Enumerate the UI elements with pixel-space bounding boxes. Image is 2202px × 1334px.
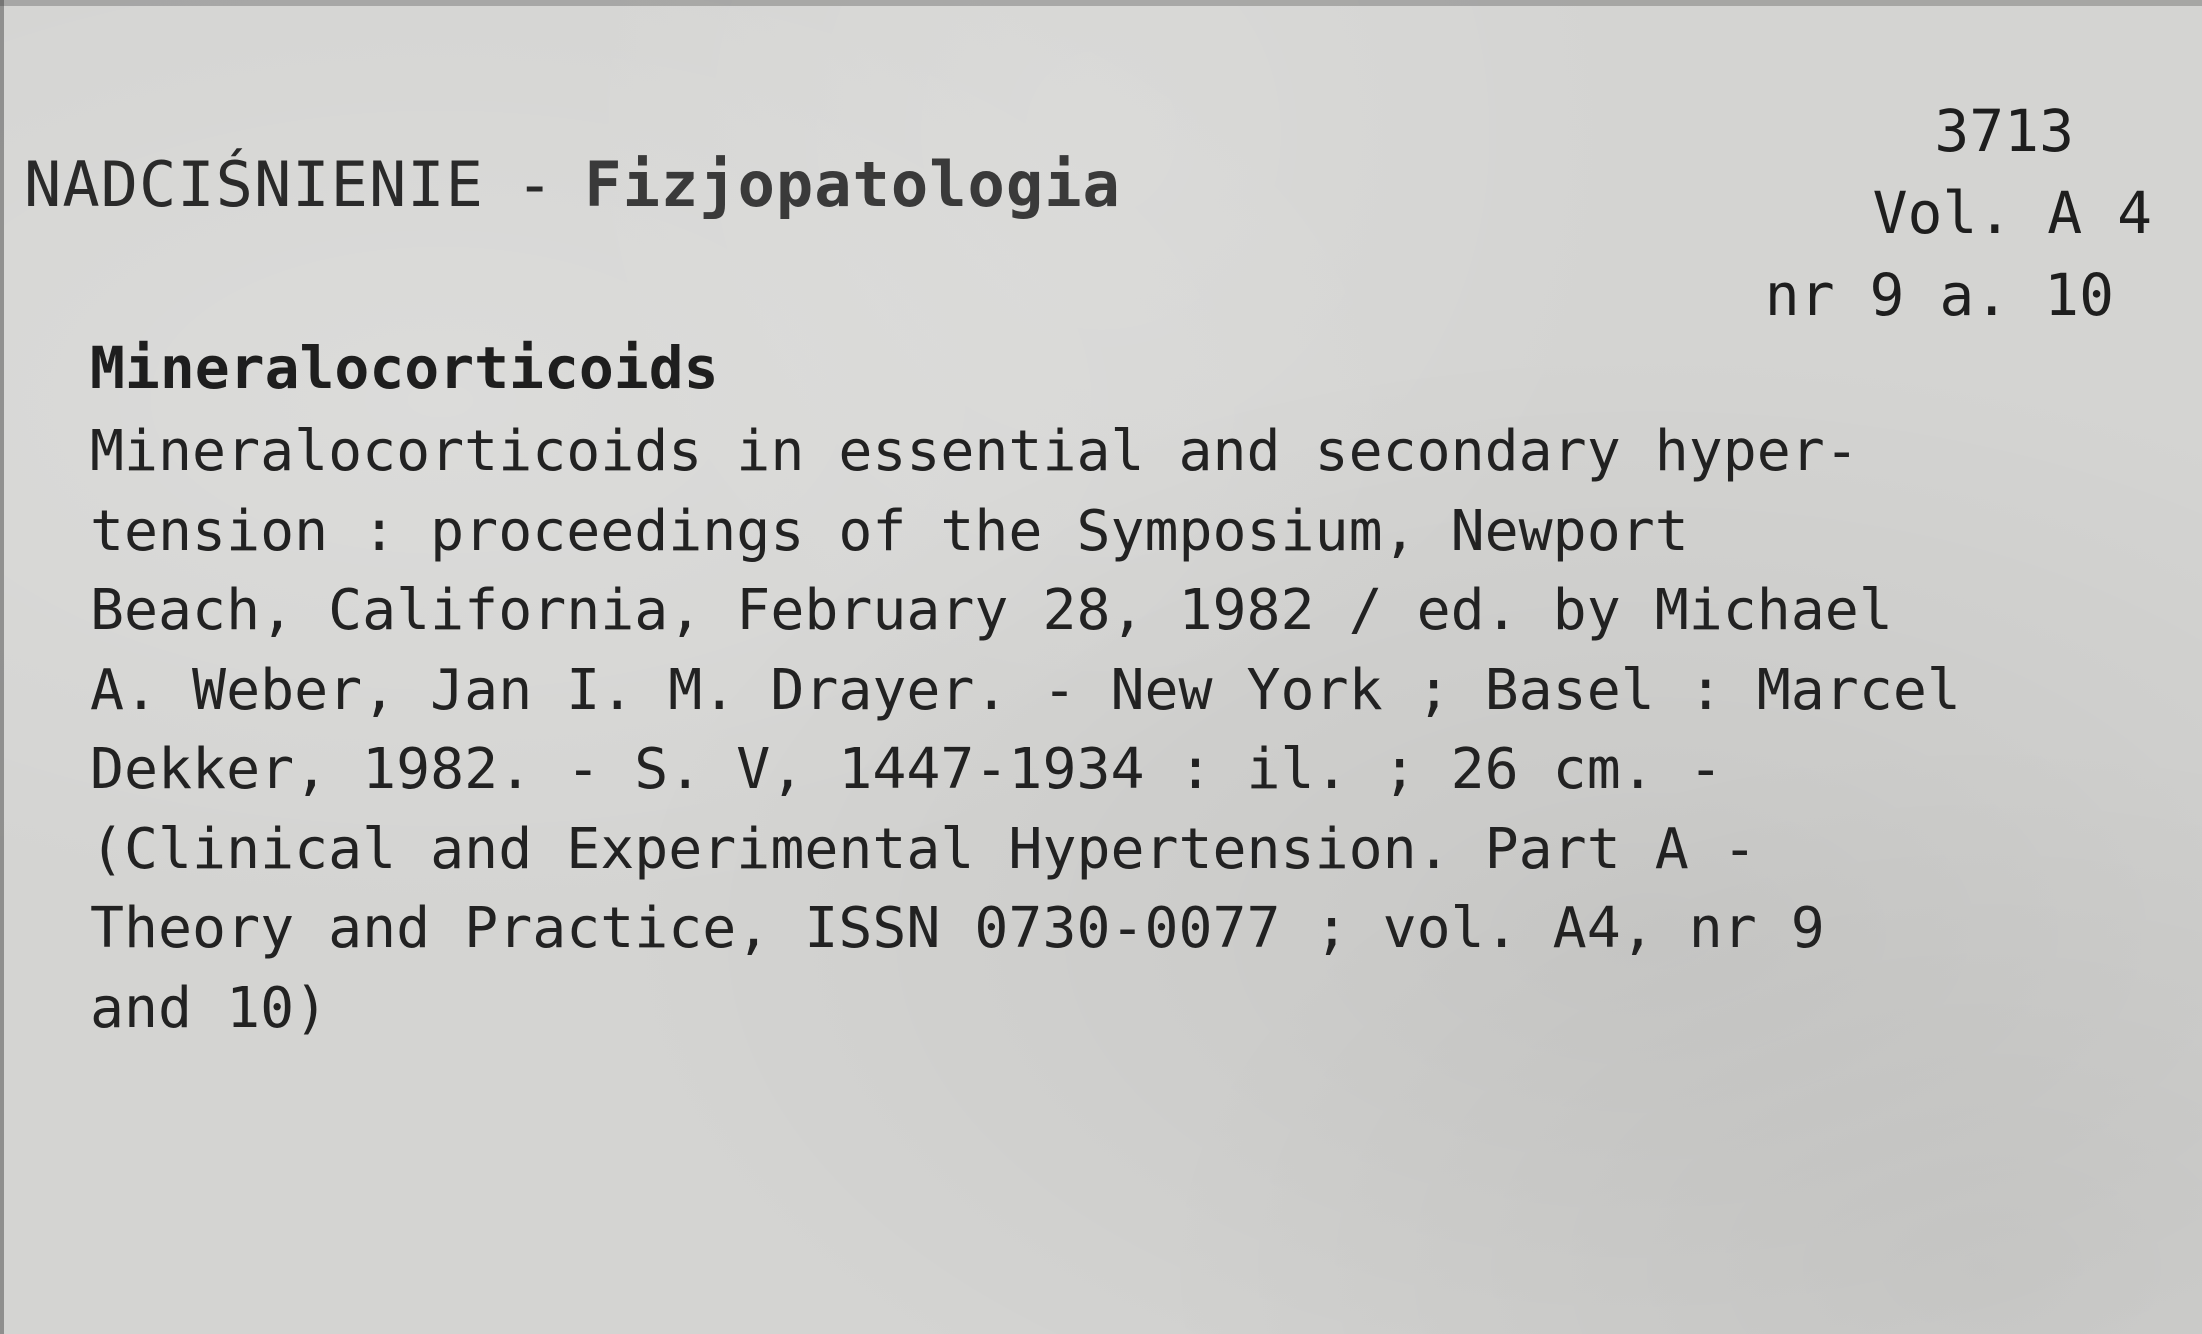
subject-separator: -	[515, 148, 555, 221]
subject-term: NADCIŚNIENIE	[24, 148, 484, 221]
description-line: and 10)	[90, 975, 329, 1041]
description-line: Mineralocorticoids in essential and secondary hyper-	[90, 419, 1859, 484]
card-left-edge	[0, 0, 4, 1334]
call-number	[1765, 90, 2152, 336]
main-entry-title: Mineralocorticoids	[90, 334, 719, 402]
subject-heading	[24, 150, 1121, 220]
description-line: Dekker, 1982. - S. V, 1447-1934 : il. ; 26 cm. -	[90, 737, 1723, 802]
description-line: (Clinical and Experimental Hypertension. Part A -	[90, 816, 1757, 882]
description-line: Theory and Practice, ISSN 0730-0077 ; vol. A4, nr 9	[90, 896, 1825, 961]
description-line: tension : proceedings of the Symposium, Newport	[90, 498, 1689, 564]
card-top-edge	[0, 0, 2202, 6]
call-number-line-2: Vol. A 4	[1872, 179, 2152, 247]
bibliographic-description	[90, 412, 1961, 1048]
description-line: Beach, California, February 28, 1982 / ed. by Michael	[90, 578, 1893, 643]
call-number-line-1: 3713	[1934, 97, 2074, 165]
subject-subdivision: Fizjopatologia	[584, 148, 1121, 221]
description-line: A. Weber, Jan I. M. Drayer. - New York ; Basel : Marcel	[90, 657, 1961, 723]
call-number-line-3: nr 9 a. 10	[1764, 261, 2114, 329]
